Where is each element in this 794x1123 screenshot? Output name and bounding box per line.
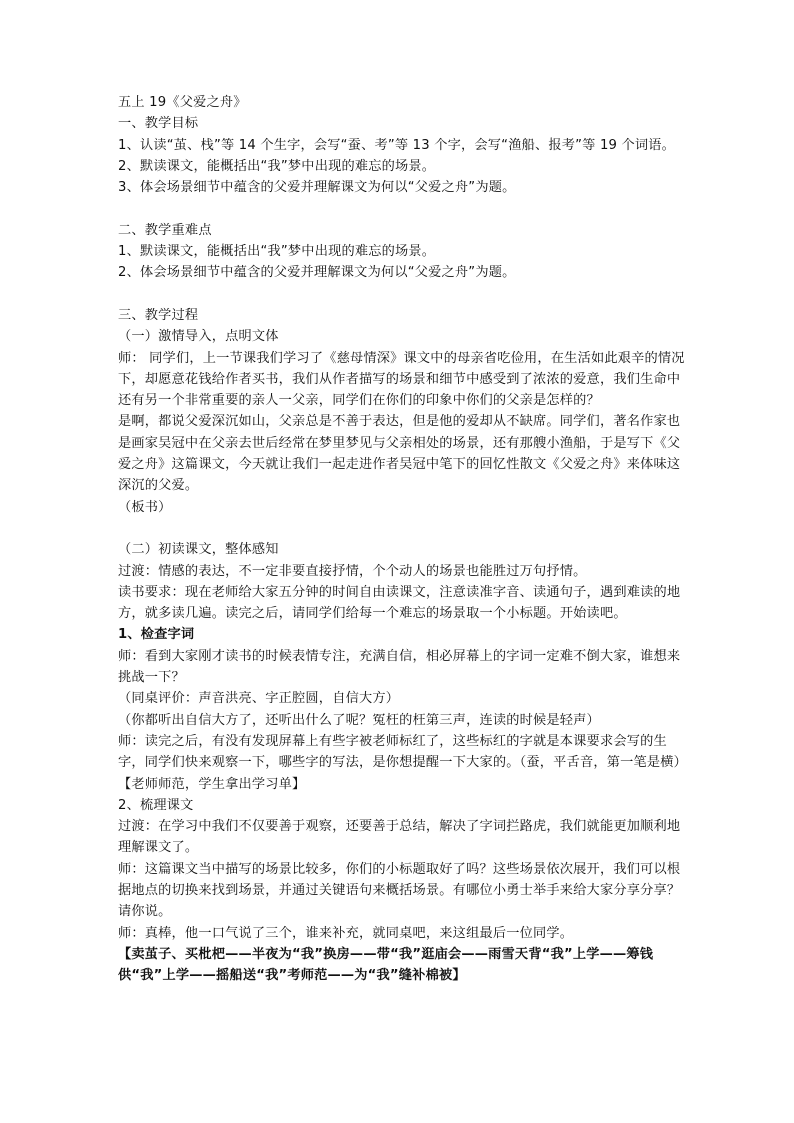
paragraph: 师：这篇课文当中描写的场景比较多，你们的小标题取好了吗？这些场景依次展开，我们可以根据地点的切换来找到场景，并通过关键语句来概括场景。有哪位小勇士举手来给大家分享分享？请你说。 bbox=[118, 861, 681, 920]
part-heading-reading: （二）初读课文，整体感知 bbox=[118, 542, 279, 558]
paragraph: 过渡：在学习中我们不仅要善于观察，还要善于总结，解决了字词拦路虎，我们就能更加顺利地理解课文了。 bbox=[118, 819, 681, 856]
scene-summary: 【卖茧子、买枇杷——半夜为“我”换房——带“我”逛庙会——雨雪天背“我”上学——筹钱供“我”上学——摇船送“我”考师范——为“我”缝补棉被】 bbox=[118, 946, 654, 984]
paragraph: 师：读完之后，有没有发现屏幕上有些字被老师标红了，这些标红的字就是本课要求会写的生字，同学们快来观察一下，哪些字的写法，是你想提醒一下大家的。（蚕，平舌音，第一笔是横）【老师师范，学生拿出学习单】 bbox=[118, 733, 681, 792]
step-heading-outline: 2、梳理课文 bbox=[118, 797, 194, 813]
keypoint-item: 2、体会场景细节中蕴含的父爱并理解课文为何以“父爱之舟”为题。 bbox=[118, 265, 516, 281]
document-body bbox=[118, 92, 686, 986]
part-heading-intro: （一）激情导入，点明文体 bbox=[118, 329, 279, 345]
paragraph: 是啊，都说父爱深沉如山，父亲总是不善于表达，但是他的爱却从不缺席。同学们，著名作家也是画家吴冠中在父亲去世后经常在梦里梦见与父亲相处的场景，还有那艘小渔船，于是写下《父爱之舟》这篇课文，今天就让我们一起走进作者吴冠中笔下的回忆性散文《父爱之舟》来体味这深沉的父爱。 bbox=[118, 414, 681, 494]
doc-title: 五上 19《父爱之舟》 bbox=[118, 95, 247, 110]
step-heading-words: 1、检查字词 bbox=[118, 627, 195, 643]
spacer bbox=[118, 198, 686, 219]
paragraph: 师： 同学们，上一节课我们学习了《慈母情深》课文中的母亲省吃俭用，在生活如此艰辛的情况下，却愿意花钱给作者买书，我们从作者描写的场景和细节中感受到了浓浓的爱意，我们生命中还有另一个非常重要的亲人一父亲，同学们在你们的印象中你们的父亲是怎样的？ bbox=[118, 350, 685, 409]
paragraph: 师：真棒，他一口气说了三个，谁来补充，就同桌吧，来这组最后一位同学。 bbox=[118, 925, 574, 941]
objective-item: 1、认读“茧、栈”等 14 个生字，会写“蚕、考”等 13 个字，会写“渔船、报考”等 19 个词语。 bbox=[118, 137, 676, 153]
objective-item: 3、体会场景细节中蕴含的父爱并理解课文为何以“父爱之舟”为题。 bbox=[118, 180, 516, 196]
spacer bbox=[118, 518, 686, 539]
paragraph: （你都听出自信大方了，还听出什么了呢？冤枉的枉第三声，连读的时候是轻声） bbox=[118, 712, 600, 728]
objective-item: 2、默读课文，能概括出“我”梦中出现的难忘的场景。 bbox=[118, 158, 436, 174]
paragraph: 过渡：情感的表达，不一定非要直接抒情，个个动人的场景也能胜过万句抒情。 bbox=[118, 563, 587, 579]
keypoint-item: 1、默读课文，能概括出“我”梦中出现的难忘的场景。 bbox=[118, 244, 436, 260]
spacer bbox=[118, 284, 686, 305]
section-heading-keypoints: 二、教学重难点 bbox=[118, 222, 212, 238]
paragraph: 师：看到大家刚才读书的时候表情专注，充满自信，相必屏幕上的字词一定难不倒大家，谁想来挑战一下？ bbox=[118, 648, 681, 686]
section-heading-objectives: 一、教学目标 bbox=[118, 116, 199, 132]
board-note: （板书） bbox=[118, 499, 172, 515]
paragraph: 读书要求：现在老师给大家五分钟的时间自由读课文，注意读准字音、读通句子，遇到难读的地方，就多读几遍。读完之后，请同学们给每一个难忘的场景取一个小标题。开始读吧。 bbox=[118, 584, 681, 622]
paragraph: （同桌评价：声音洪亮、字正腔圆，自信大方） bbox=[118, 691, 400, 707]
section-heading-process: 三、教学过程 bbox=[118, 307, 199, 323]
